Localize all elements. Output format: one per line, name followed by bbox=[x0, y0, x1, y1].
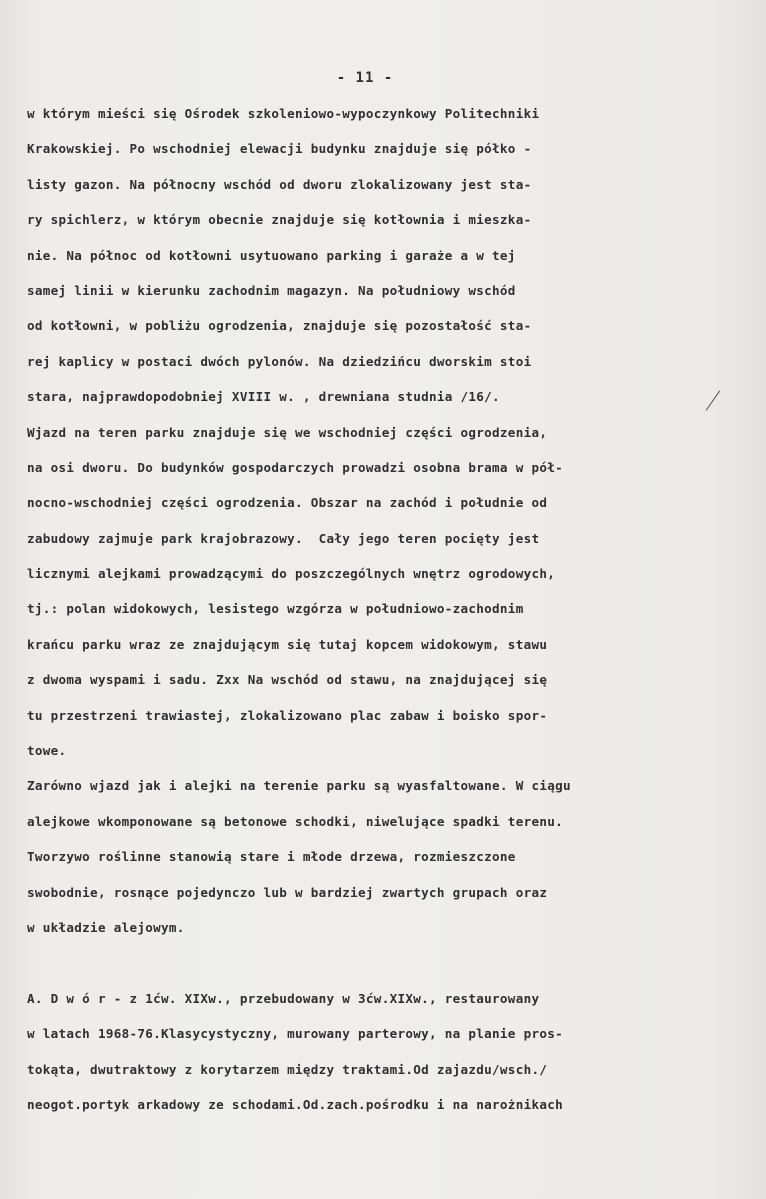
text-line: tj.: polan widokowych, lesistego wzgórza w południowo-zachodnim bbox=[27, 601, 524, 617]
text-line: samej linii w kierunku zachodnim magazyn. Na południowy wschód bbox=[27, 282, 516, 298]
text-line: nocno-wschodniej części ogrodzenia. Obszar na zachód i południe od bbox=[27, 495, 548, 511]
text-line: Zarówno wjazd jak i alejki na terenie parku są wyasfaltowane. W ciągu bbox=[27, 778, 571, 794]
text-line: w układzie alejowym. bbox=[27, 919, 185, 935]
text-line: na osi dworu. Do budynków gospodarczych prowadzi osobna brama w pół- bbox=[27, 459, 563, 475]
text-line: w którym mieści się Ośrodek szkoleniowo-wypoczynkowy Politechniki bbox=[27, 106, 540, 121]
text-line: Krakowskiej. Po wschodniej elewacji budynku znajduje się półko - bbox=[27, 141, 532, 157]
text-line: rej kaplicy w postaci dwóch pylonów. Na dziedzińcu dworskim stoi bbox=[27, 353, 532, 369]
text-line: neogot.portyk arkadowy ze schodami.Od.zach.pośrodku i na narożnikach bbox=[27, 1096, 563, 1112]
text-line: listy gazon. Na północny wschód od dworu zlokalizowany jest sta- bbox=[27, 176, 532, 192]
text-line: od kotłowni, w pobliżu ogrodzenia, znajduje się pozostałość sta- bbox=[27, 318, 532, 334]
text-line: swobodnie, rosnące pojedynczo lub w bardziej zwartych grupach oraz bbox=[27, 884, 548, 900]
text-line: nie. Na północ od kotłowni usytuowano parking i garaże a w tej bbox=[27, 247, 516, 263]
text-line: alejkowe wkomponowane są betonowe schodki, niwelujące spadki terenu. bbox=[27, 813, 563, 829]
text-line: towe. bbox=[27, 743, 67, 759]
text-line: krańcu parku wraz ze znajdującym się tutaj kopcem widokowym, stawu bbox=[27, 636, 548, 652]
text-line: ry spichlerz, w którym obecnie znajduje się kotłownia i mieszka- bbox=[27, 212, 532, 228]
document-body bbox=[27, 96, 743, 1122]
text-line: Tworzywo roślinne stanowią stare i młode drzewa, rozmieszczone bbox=[27, 849, 516, 865]
section-heading bbox=[27, 945, 743, 980]
text-line: tu przestrzeni trawiastej, zlokalizowano plac zabaw i boisko spor- bbox=[27, 707, 548, 723]
text-line: stara, najprawdopodobniej XVIII w. , drewniana studnia /16/. bbox=[27, 389, 500, 405]
text-line: zabudowy zajmuje park krajobrazowy. Cały jego teren pocięty jest bbox=[27, 530, 540, 546]
text-line: z dwoma wyspami i sadu. Zxx Na wschód od stawu, na znajdującej się bbox=[27, 672, 548, 688]
text-line: licznymi alejkami prowadzącymi do poszczególnych wnętrz ogrodowych, bbox=[27, 566, 556, 582]
text-line: tokąta, dwutraktowy z korytarzem między traktami.Od zajazdu/wsch./ bbox=[27, 1061, 548, 1077]
page-number: - 11 - bbox=[336, 70, 394, 86]
text-line: w latach 1968-76.Klasycystyczny, murowany parterowy, na planie pros- bbox=[27, 1026, 563, 1042]
text-line: Wjazd na teren parku znajduje się we wschodniej części ogrodzenia, bbox=[27, 424, 548, 440]
text-line: A. D w ó r - z 1ćw. XIXw., przebudowany w 3ćw.XIXw., restaurowany bbox=[27, 990, 540, 1006]
